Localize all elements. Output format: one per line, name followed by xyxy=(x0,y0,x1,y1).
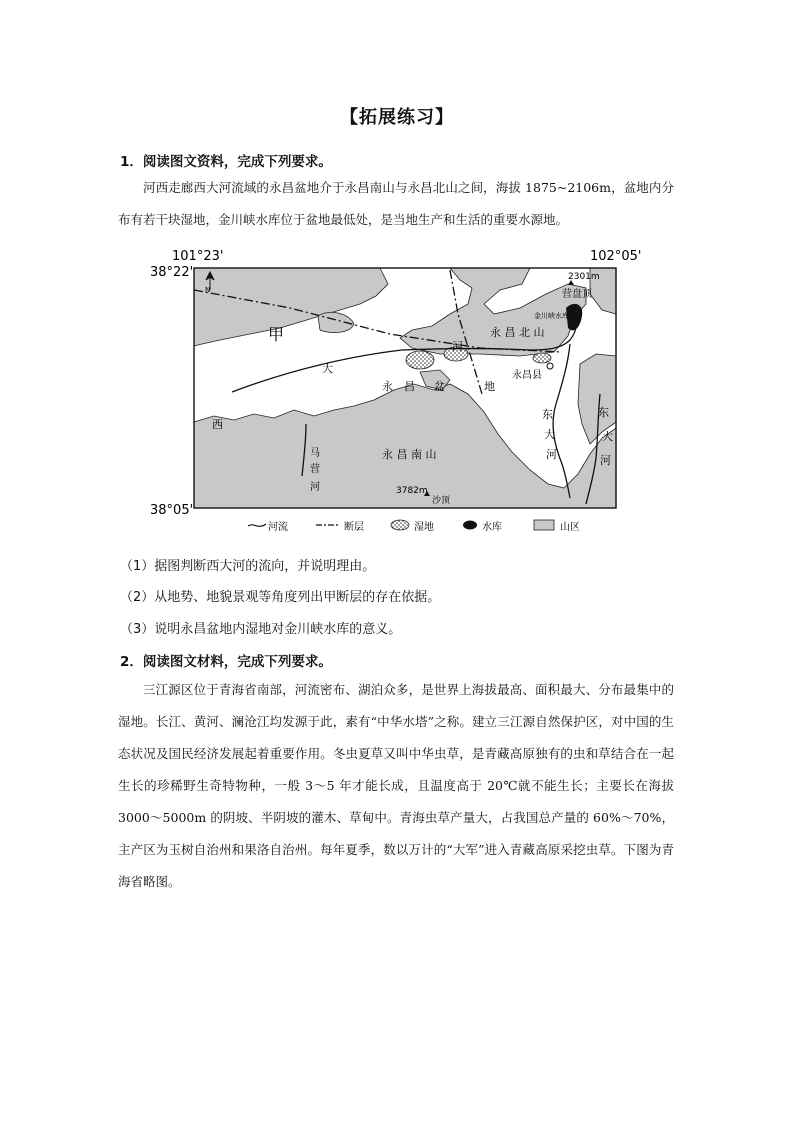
label-dongdahe-a2: 大 xyxy=(544,428,555,441)
label-peak2-name: 沙顶 xyxy=(432,496,451,506)
lat-bottom-label: 38°05' xyxy=(150,503,194,518)
legend-wetland: 湿地 xyxy=(414,522,434,533)
lon-right-label: 102°05' xyxy=(590,249,642,264)
legend-river: 河流 xyxy=(268,522,288,533)
label-dongdahe-b1: 东 xyxy=(598,406,609,419)
question-2-heading: 2．阅读图文材料，完成下列要求。 xyxy=(120,654,332,670)
label-river-da: 大 xyxy=(322,362,333,375)
north-label: N xyxy=(205,286,211,294)
label-dongdahe-a3: 河 xyxy=(546,448,557,461)
section-title: 【拓展练习】 xyxy=(340,107,454,128)
label-peak1-name: 营盘顶 xyxy=(562,289,592,300)
label-mayinghe-1: 马 xyxy=(310,448,320,459)
label-nanshan: 永 昌 南 山 xyxy=(382,448,437,461)
label-river-he: 河 xyxy=(452,340,463,353)
question-1-sub-2: （2）从地势、地貌景观等角度列出甲断层的存在依据。 xyxy=(120,590,441,605)
question-2-paragraph: 三江源区位于青海省南部，河流密布、湖泊众多，是世界上海拔最高、面积最大、分布最集中的湿地。长江、黄河、澜沧江均发源于此，素有“中华水塔”之称。建立三江源自然保护区，对中国的生态状况及国民经济发展起着重要作用。冬虫夏草又叫中华虫草，是青藏高原独有的虫和草结合在一起生长的珍稀野生奇特物种，一般 3～5 年才能长成，且温度高于 20℃就不能生长；主要长在海拔 3000～5000m 的阴坡、半阴坡的灌木、草甸中。青海虫草产量大，占我国总产量的 60%～70%，主产区为玉树自治州和果洛自治州。每年夏季，数以万计的“大军”进入青藏高原采挖虫草。下图为青海省略图。 xyxy=(118,682,674,889)
wetland-3 xyxy=(533,353,551,363)
label-reservoir: 金川峡水库 xyxy=(534,312,569,320)
label-basin-di: 地 xyxy=(484,380,495,393)
question-1-sub-1: （1）据图判断西大河的流向，并说明理由。 xyxy=(120,559,376,574)
wetland-1 xyxy=(406,351,434,369)
label-basin-pen: 盆 xyxy=(434,380,445,393)
lat-top-label: 38°22' xyxy=(150,265,194,280)
question-1-heading: 1．阅读图文资料，完成下列要求。 xyxy=(120,154,332,170)
label-peak1-elev: 2301m xyxy=(568,272,600,282)
label-beishan: 永 昌 北 山 xyxy=(490,326,545,339)
yongchang-basin-map xyxy=(150,244,650,536)
legend-mountain: 山区 xyxy=(560,522,580,533)
label-county: 永昌县 xyxy=(512,370,542,381)
label-dongdahe-a1: 东 xyxy=(542,408,553,421)
label-basin-yong: 永 xyxy=(382,380,393,393)
lon-left-label: 101°23' xyxy=(172,249,224,264)
label-jia: 甲 xyxy=(268,325,285,344)
label-peak2-elev: 3782m xyxy=(396,486,428,496)
label-mayinghe-2: 营 xyxy=(310,464,320,475)
label-dongdahe-b3: 河 xyxy=(600,454,611,467)
label-basin-chang: 昌 xyxy=(404,380,415,393)
county-marker xyxy=(547,363,553,369)
label-river-xi: 西 xyxy=(212,418,223,431)
map-legend xyxy=(248,520,580,533)
label-dongdahe-b2: 大 xyxy=(602,430,613,443)
legend-reservoir: 水库 xyxy=(482,522,502,533)
legend-fault: 断层 xyxy=(344,522,364,533)
question-1-sub-3: （3）说明永昌盆地内湿地对金川峡水库的意义。 xyxy=(120,622,402,637)
question-1-paragraph: 河西走廊西大河流域的永昌盆地介于永昌南山与永昌北山之间，海拔 1875~2106m，盆地内分布有若干块湿地，金川峡水库位于盆地最低处，是当地生产和生活的重要水源地。 xyxy=(118,180,674,227)
label-mayinghe-3: 河 xyxy=(310,482,320,493)
